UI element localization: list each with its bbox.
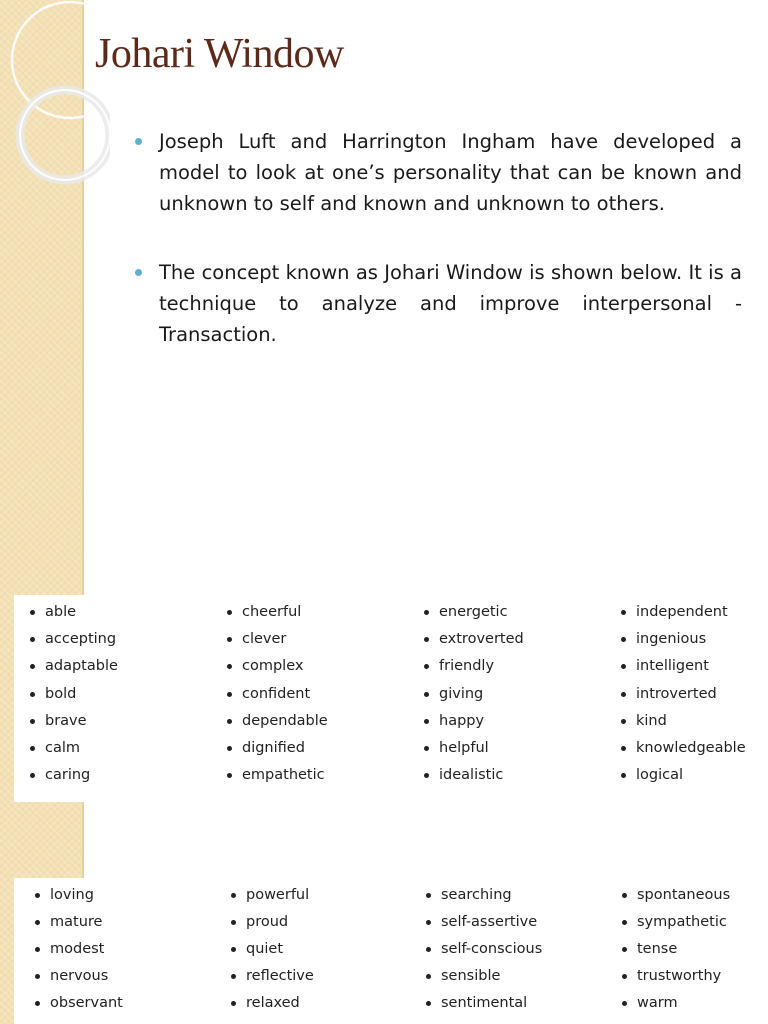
adjective-text: introverted — [636, 685, 717, 702]
adjective-text: bold — [45, 685, 77, 702]
bullet-dot-icon — [227, 746, 232, 751]
bullet-dot-icon — [621, 719, 626, 724]
bullet-dot-icon — [621, 773, 626, 778]
adjective-text: calm — [45, 739, 81, 756]
adjective-text: observant — [50, 995, 123, 1011]
adjective-text: spontaneous — [637, 887, 731, 903]
adjective-text: clever — [242, 631, 287, 648]
adjective-text: dependable — [242, 712, 328, 729]
bullet-dot-icon — [35, 1001, 40, 1006]
bullet-dot-icon — [135, 138, 142, 145]
bullet-dot-icon — [227, 773, 232, 778]
adjective-text: caring — [45, 767, 91, 784]
adjective-text: warm — [637, 995, 678, 1011]
adjective-text: giving — [439, 685, 484, 702]
adjective-text: friendly — [439, 658, 495, 675]
adjective-text: helpful — [439, 739, 489, 756]
bullet-dot-icon — [622, 893, 627, 898]
bullet-dot-icon — [426, 1001, 431, 1006]
bullet-dot-icon — [227, 610, 232, 615]
adjective-text: accepting — [45, 631, 117, 648]
bullet-dot-icon — [424, 664, 429, 669]
bullet-dot-icon — [426, 920, 431, 925]
adjective-text: trustworthy — [637, 968, 722, 984]
adjective-text: proud — [246, 914, 289, 930]
adjective-text: extroverted — [439, 631, 524, 648]
bullet-dot-icon — [621, 664, 626, 669]
bullet-item — [159, 126, 742, 219]
adjective-text: quiet — [246, 941, 284, 957]
bullet-dot-icon — [426, 974, 431, 979]
adjective-list-top — [14, 595, 754, 802]
bullet-dot-icon — [30, 664, 35, 669]
adjective-text: sentimental — [441, 995, 528, 1011]
adjective-text: sensible — [441, 968, 501, 984]
adjective-text: relaxed — [246, 995, 300, 1011]
adjective-text: adaptable — [45, 658, 118, 675]
bullet-dot-icon — [622, 920, 627, 925]
bullet-dot-icon — [227, 692, 232, 697]
bullet-text: Joseph Luft and Harrington Ingham have developed a model to look at one’s personality that can be known and unknown to self and known and unknown to others. — [159, 130, 742, 215]
bullet-dot-icon — [231, 974, 236, 979]
adjective-text: self-conscious — [441, 941, 543, 957]
bullet-dot-icon — [30, 719, 35, 724]
adjective-text: mature — [50, 914, 103, 930]
adjective-text: loving — [50, 887, 94, 903]
bullet-dot-icon — [426, 893, 431, 898]
bullet-dot-icon — [35, 893, 40, 898]
adjective-text: powerful — [246, 887, 310, 903]
adjective-text: intelligent — [636, 658, 709, 675]
bullet-dot-icon — [30, 692, 35, 697]
bullet-dot-icon — [621, 610, 626, 615]
adjective-text: able — [45, 604, 77, 620]
adjective-text: energetic — [439, 604, 508, 620]
bullet-dot-icon — [622, 947, 627, 952]
adjective-text: modest — [50, 941, 105, 957]
adjective-text: nervous — [50, 968, 109, 984]
bullet-dot-icon — [35, 947, 40, 952]
bullet-dot-icon — [424, 692, 429, 697]
bullet-dot-icon — [621, 637, 626, 642]
adjective-text: sympathetic — [637, 914, 727, 930]
bullet-dot-icon — [424, 610, 429, 615]
bullet-dot-icon — [231, 893, 236, 898]
bullet-dot-icon — [30, 610, 35, 615]
bullet-dot-icon — [622, 974, 627, 979]
bullet-dot-icon — [424, 637, 429, 642]
adjective-text: happy — [439, 712, 485, 729]
bullet-dot-icon — [426, 947, 431, 952]
bullet-dot-icon — [424, 719, 429, 724]
adjective-text: confident — [242, 685, 311, 702]
adjective-text: tense — [637, 941, 678, 957]
adjective-text: independent — [636, 604, 728, 620]
bullet-item — [159, 257, 742, 350]
bullet-dot-icon — [30, 773, 35, 778]
bullet-dot-icon — [622, 1001, 627, 1006]
bullet-dot-icon — [35, 974, 40, 979]
slide-title: Johari Window — [95, 31, 344, 77]
bullet-dot-icon — [231, 1001, 236, 1006]
bullet-dot-icon — [621, 692, 626, 697]
bullet-dot-icon — [227, 637, 232, 642]
adjective-text: knowledgeable — [636, 739, 746, 756]
adjective-text: ingenious — [636, 631, 707, 648]
adjective-text: dignified — [242, 739, 305, 756]
bullet-dot-icon — [231, 920, 236, 925]
adjective-text: self-assertive — [441, 914, 538, 930]
bullet-dot-icon — [30, 746, 35, 751]
adjective-text: complex — [242, 658, 304, 675]
adjective-text: searching — [441, 887, 512, 903]
adjective-text: empathetic — [242, 767, 325, 784]
bullet-dot-icon — [227, 719, 232, 724]
bullet-dot-icon — [35, 920, 40, 925]
bullet-dot-icon — [231, 947, 236, 952]
decorative-circles — [0, 0, 110, 200]
bullet-text: The concept known as Johari Window is shown below. It is a technique to analyze and improve interpersonal - Transaction. — [159, 261, 742, 346]
adjective-text: cheerful — [242, 604, 302, 620]
adjective-text: logical — [636, 767, 684, 784]
bullet-dot-icon — [424, 773, 429, 778]
bullet-dot-icon — [621, 746, 626, 751]
adjective-text: kind — [636, 712, 667, 729]
bullet-dot-icon — [135, 269, 142, 276]
adjective-text: reflective — [246, 968, 314, 984]
adjective-text: idealistic — [439, 767, 504, 784]
adjective-text: brave — [45, 712, 87, 729]
bullet-dot-icon — [227, 664, 232, 669]
bullet-list — [159, 126, 742, 388]
bullet-dot-icon — [424, 746, 429, 751]
bullet-dot-icon — [30, 637, 35, 642]
adjective-list-bottom — [14, 878, 754, 1024]
